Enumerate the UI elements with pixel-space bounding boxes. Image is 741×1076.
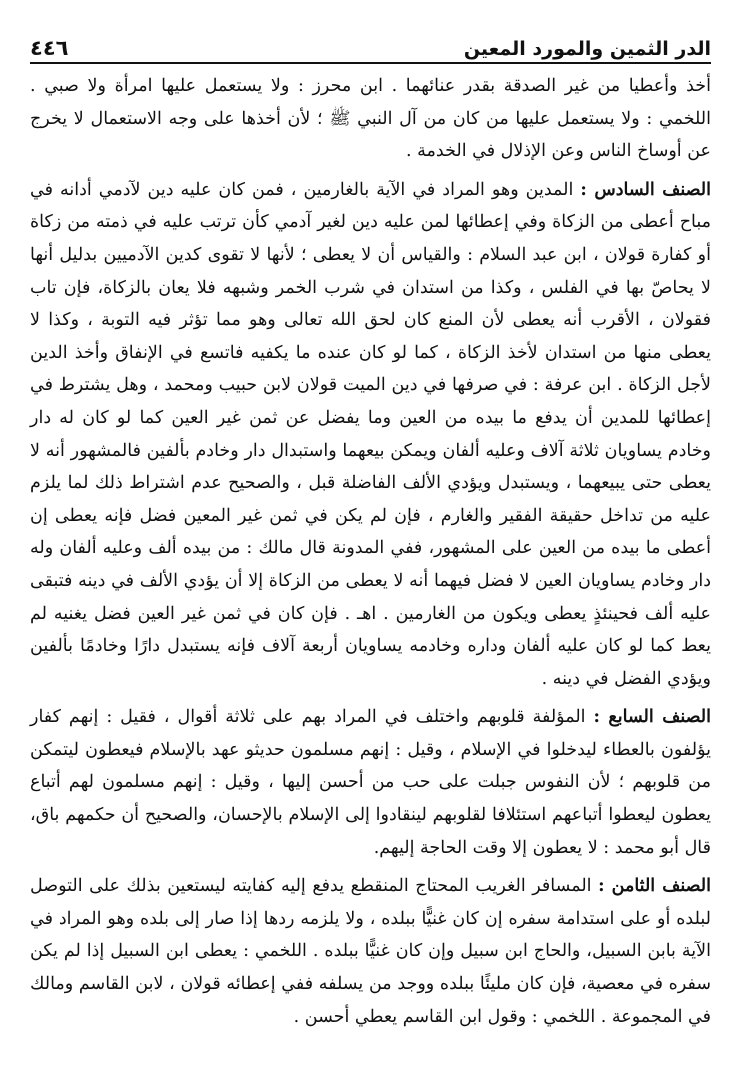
paragraph-eighth-category bbox=[30, 870, 711, 1033]
section-heading: الصنف السادس : bbox=[580, 179, 711, 200]
paragraph-sixth-category bbox=[30, 174, 711, 696]
paragraph-seventh-category bbox=[30, 701, 711, 864]
page-body bbox=[30, 70, 711, 1033]
page-number: ٤٤٦ bbox=[30, 36, 69, 60]
section-heading: الصنف السابع : bbox=[593, 707, 712, 728]
paragraph-text: المؤلفة قلوبهم واختلف في المراد بهم على ثلاثة أقوال ، فقيل : إنهم كفار يؤلفون بالعطاء ليدخلوا في الإسلام ، وقيل : إنهم مسلمون حديثو عهد بالإسلام فيعطون ليتمكن من قلوبهم ؛ لأن النفوس جبلت على حب من أحسن إليها ، وقيل : إنهم مسلمون لهم أتباع يعطون ليعطوا أتباعهم استئلافا لقلوبهم لينقادوا إلى الإسلام بالإحسان، والصحيح أن حكمهم باق، قال أبو محمد : لا يعطون إلا وقت الحاجة إليهم. bbox=[30, 707, 711, 858]
paragraph-zakat-collectors bbox=[30, 70, 711, 168]
paragraph-text: أخذ وأعطيا من غير الصدقة بقدر عنائهما . ابن محرز : ولا يستعمل عليها امرأة ولا صبي . اللخمي : ولا يستعمل عليها من كان من آل النبي ﷺ ؛ لأن أخذها على وجه الاستعمال لا يخرج عن أوساخ الناس وعن الإذلال في الخدمة . bbox=[30, 76, 711, 162]
paragraph-text: المسافر الغريب المحتاج المنقطع يدفع إليه كفايته ليستعين بذلك على التوصل لبلده أو على استدامة سفره إن كان غنيًّا ببلده ، ولا يلزمه ردها إذا صار إلى بلده وهو المراد في الآية بابن السبيل، والحاج ابن سبيل وإن كان غنيًّا ببلده . اللخمي : يعطى ابن السبيل إذا لم يكن سفره في معصية، فإن كان مليئًا ببلده ووجد من يسلفه ففي إعطائه قولان ، لابن القاسم ومالك في المجموعة . اللخمي : وقول ابن القاسم يعطي أحسن . bbox=[30, 876, 711, 1027]
section-heading: الصنف الثامن : bbox=[598, 876, 711, 897]
running-header bbox=[30, 26, 711, 64]
book-page bbox=[30, 26, 711, 1066]
paragraph-text: المدين وهو المراد في الآية بالغارمين ، فمن كان عليه دين لآدمي أدانه في مباح أعطى من الزكاة وفي إعطائها لمن عليه دين لغير آدمي كأن ترتب عليه في ذمته من زكاة أو كفارة قولان ، ابن عبد السلام : والقياس أن لا يعطى ؛ لأنها لا تقوى كدين الآدميين بدليل أنها لا يحاصّ بها في الفلس ، وكذا من استدان في شرب الخمر وشبهه فلا يعان بالزكاة، فإن تاب فقولان ، الأقرب أنه يعطى لأن المنع كان لحق الله تعالى وهو مما تؤثر فيه التوبة ، وكذا لا يعطى منها من استدان لأخذ الزكاة ، كما لو كان عنده ما يكفيه فاتسع في الإنفاق وأخذ الدين لأجل الزكاة . ابن عرفة : في صرفها في دين الميت قولان لابن حبيب ومحمد ، وهل يشترط في إعطائها للمدين أن يدفع ما بيده من العين وما يفضل عن ثمن غير العين كما لو كان له دار وخادم يساويان ثلاثة آلاف وعليه ألفان ويمكن بيعهما واستبدال دار وخادم بألفين فالمشهور أنه لا يعطى حتى يبيعهما ، ويستبدل ويؤدي الألف الفاضلة قبل ، والصحيح عدم اشتراط ذلك لما يلزم عليه من تداخل حقيقة الفقير والغارم ، فإن لم يكن في ثمن غير المعين فضل فإنه يعطى إن أعطى ما بيده من العين على المشهور، ففي المدونة قال مالك : من بيده ألف وعليه ألفان وله دار وخادم يساويان العين لا فضل فيهما أنه لا يعطى من الزكاة إلا أن يؤدي الألف في دينه فتبقى عليه ألف فحينئذٍ يعطى ويكون من الغارمين . اهـ . فإن كان في ثمن غير العين فضل يغنيه لم يعط كما لو كان عليه ألفان وداره وخادمه يساويان أربعة آلاف فإنه يستبدل دارًا وخادمًا بألفين ويؤدي الفضل في دينه . bbox=[30, 179, 711, 689]
book-title: الدر الثمين والمورد المعين bbox=[463, 38, 711, 60]
